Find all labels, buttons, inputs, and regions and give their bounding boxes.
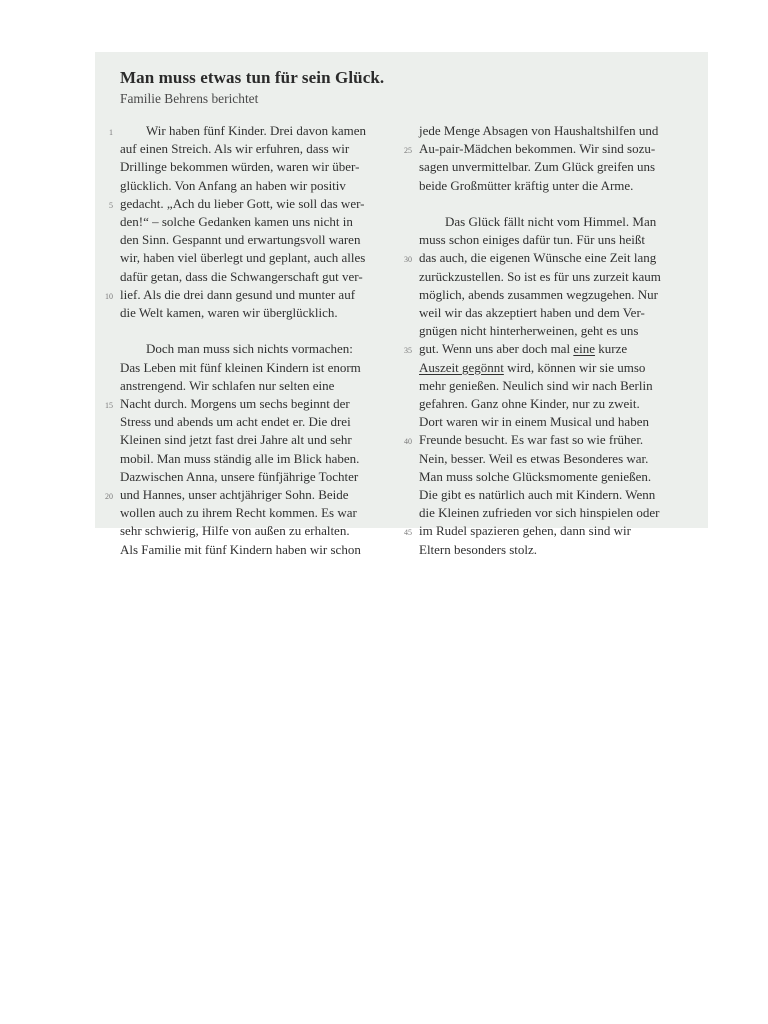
- text-line: Als Familie mit fünf Kindern haben wir schon: [120, 541, 361, 557]
- text-line: Nein, besser. Weil es etwas Besonderes war.: [419, 450, 649, 466]
- text-line: anstrengend. Wir schlafen nur selten eine: [120, 377, 335, 393]
- text-line: mobil. Man muss ständig alle im Blick haben.: [120, 450, 360, 466]
- text-line: auf einen Streich. Als wir erfuhren, dass wir: [120, 141, 350, 157]
- underlined-text: Auszeit gegönnt: [419, 359, 504, 375]
- text-line: sagen unvermittelbar. Zum Glück greifen uns: [419, 159, 656, 175]
- text-line: Das Leben mit fünf kleinen Kindern ist enorm: [120, 359, 361, 375]
- line-number: 20: [105, 492, 113, 501]
- text-line: Freunde besucht. Es war fast so wie früher.: [419, 432, 644, 448]
- underlined-text: eine: [573, 341, 595, 357]
- text-line: Wir haben fünf Kinder. Drei davon kamen: [146, 123, 367, 138]
- text-line: Stress und abends um acht endet er. Die drei: [120, 414, 351, 430]
- text-line: Kleinen sind jetzt fast drei Jahre alt und sehr: [120, 432, 352, 448]
- text-line: die Welt kamen, waren wir überglücklich.: [120, 305, 338, 320]
- text-line: dafür getan, dass die Schwangerschaft gut ver-: [120, 268, 363, 284]
- text-line: [419, 341, 627, 357]
- text-line: das auch, die eigenen Wünsche eine Zeit lang: [419, 250, 657, 266]
- text-line: Au-pair-Mädchen bekommen. Wir sind sozu-: [419, 141, 656, 157]
- text-line: die Kleinen zufrieden vor sich hinspielen oder: [419, 505, 660, 521]
- line-number: 5: [109, 200, 113, 210]
- text-line: Eltern besonders stolz.: [419, 541, 538, 557]
- article-subtitle: Familie Behrens berichtet: [120, 91, 259, 106]
- text-line: und Hannes, unser achtjähriger Sohn. Beide: [120, 487, 349, 502]
- text-segment: gut. Wenn uns aber doch mal: [419, 341, 574, 357]
- line-number: 10: [105, 291, 113, 301]
- text-line: den Sinn. Gespannt und erwartungsvoll waren: [120, 232, 361, 248]
- text-line: möglich, abends zusammen wegzugehen. Nur: [419, 286, 658, 302]
- text-line: Nacht durch. Morgens um sechs beginnt der: [120, 396, 350, 411]
- text-line: Dazwischen Anna, unsere fünfjährige Tochter: [120, 468, 359, 484]
- text-line: gefahren. Ganz ohne Kinder, nur zu zweit.: [419, 396, 640, 411]
- text-line: jede Menge Absagen von Haushaltshilfen und: [419, 123, 659, 138]
- text-line: glücklich. Von Anfang an haben wir positiv: [120, 177, 346, 193]
- scanned-page: [95, 52, 708, 557]
- line-number: 35: [404, 346, 412, 356]
- text-line: Dort waren wir in einem Musical und haben: [419, 414, 649, 430]
- text-line: den!“ – solche Gedanken kamen uns nicht in: [120, 214, 353, 229]
- text-line: [419, 360, 645, 376]
- text-line: Das Glück fällt nicht vom Himmel. Man: [445, 214, 657, 229]
- line-number: 15: [105, 401, 113, 410]
- text-line: sehr schwierig, Hilfe von außen zu erhalten.: [120, 523, 350, 539]
- line-number: 45: [404, 528, 412, 538]
- line-number: 40: [404, 437, 412, 447]
- text-line: beide Großmütter kräftig unter die Arme.: [419, 177, 634, 193]
- text-line: wir, haben viel überlegt und geplant, auch alles: [120, 250, 366, 266]
- text-line: zurückzustellen. So ist es für uns zurzeit kaum: [419, 268, 661, 284]
- text-line: lief. Als die drei dann gesund und munter auf: [120, 286, 356, 302]
- line-number: 25: [404, 146, 412, 156]
- text-line: Doch man muss sich nichts vormachen:: [146, 341, 353, 357]
- text-line: wollen auch zu ihrem Recht kommen. Es war: [120, 505, 357, 521]
- article-title: Man muss etwas tun für sein Glück.: [120, 68, 385, 87]
- text-line: gnügen nicht hinterherweinen, geht es uns: [419, 323, 639, 339]
- text-line: Die gibt es natürlich auch mit Kindern. Wenn: [419, 487, 656, 502]
- text-segment: wird, können wir sie umso: [503, 359, 646, 375]
- line-number: 1: [109, 128, 113, 137]
- text-line: Drillinge bekommen würden, waren wir über-: [120, 159, 360, 175]
- text-line: Man muss solche Glücksmomente genießen.: [419, 468, 652, 484]
- text-line: muss schon einiges dafür tun. Für uns heißt: [419, 232, 646, 248]
- text-line: gedacht. „Ach du lieber Gott, wie soll das wer-: [120, 195, 365, 211]
- text-line: mehr genießen. Neulich sind wir nach Berlin: [419, 377, 653, 393]
- line-number: 30: [404, 255, 412, 265]
- text-line: weil wir das akzeptiert haben und dem Ver-: [419, 305, 645, 320]
- text-line: im Rudel spazieren gehen, dann sind wir: [419, 523, 631, 539]
- text-segment: kurze: [594, 341, 628, 357]
